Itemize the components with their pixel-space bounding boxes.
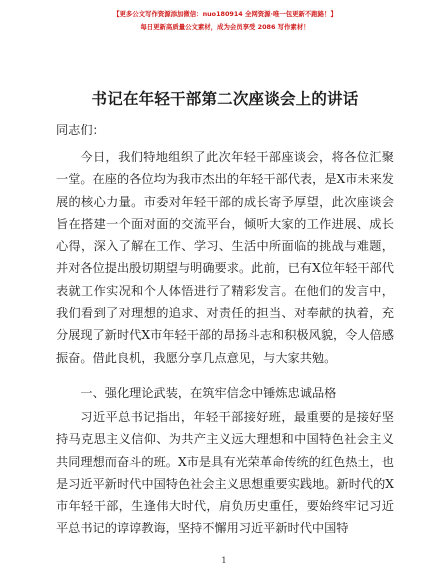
section-paragraph: 习近平总书记指出，年轻干部接好班，最重要的是接好坚持马克思主义信仰、为共产主义远大理想和中国特色社会主义共同理想而奋斗的班。X市是具有光荣革命传统的红色热土，也是习近平新时代中国特色社会主义思想重要实践地。新时代的X市年轻干部，生逢伟大时代，肩负历史重任，要始终牢记习近平总书记的谆谆教诲，坚持不懈用习近平新时代中国特 [56,409,394,536]
promo-banner-line1: 【更多公文写作资源添加微信：nuo180914 全网资源·唯一包更新不跑路！】 [113,10,337,18]
document-page [0,8,448,588]
page-number: 1 [221,556,227,566]
promo-banner [56,8,394,34]
promo-banner-line2: 每日更新高质量公文素材，成为会员享受 2086 写作素材！ [140,23,310,31]
section-heading: 一、强化理论武装，在筑牢信念中锤炼忠诚品格 [80,385,337,400]
document-title: 书记在年轻干部第二次座谈会上的讲话 [91,90,359,108]
salutation: 同志们： [56,123,105,137]
intro-paragraph: 今日，我们特地组织了此次年轻干部座谈会，将各位汇聚一堂。在座的各位均为我市杰出的年轻干部代表，是X市未来发展的核心力量。市委对年轻干部的成长寄予厚望，此次座谈会旨在搭建一个面对面的交流平台，倾听大家的工作进展、成长心得，深入了解在工作、学习、生活中所面临的挑战与难题，并对各位提出殷切期望与明确要求。此前，已有X位年轻干部代表就工作实况和个人体悟进行了精彩发言。在他们的发言中，我们看到了对理想的追求、对责任的担当、对奉献的执着，充分展现了新时代X市年轻干部的昂扬斗志和积极风貌，令人倍感振奋。借此良机，我愿分享几点意见，与大家共勉。 [56,150,394,365]
